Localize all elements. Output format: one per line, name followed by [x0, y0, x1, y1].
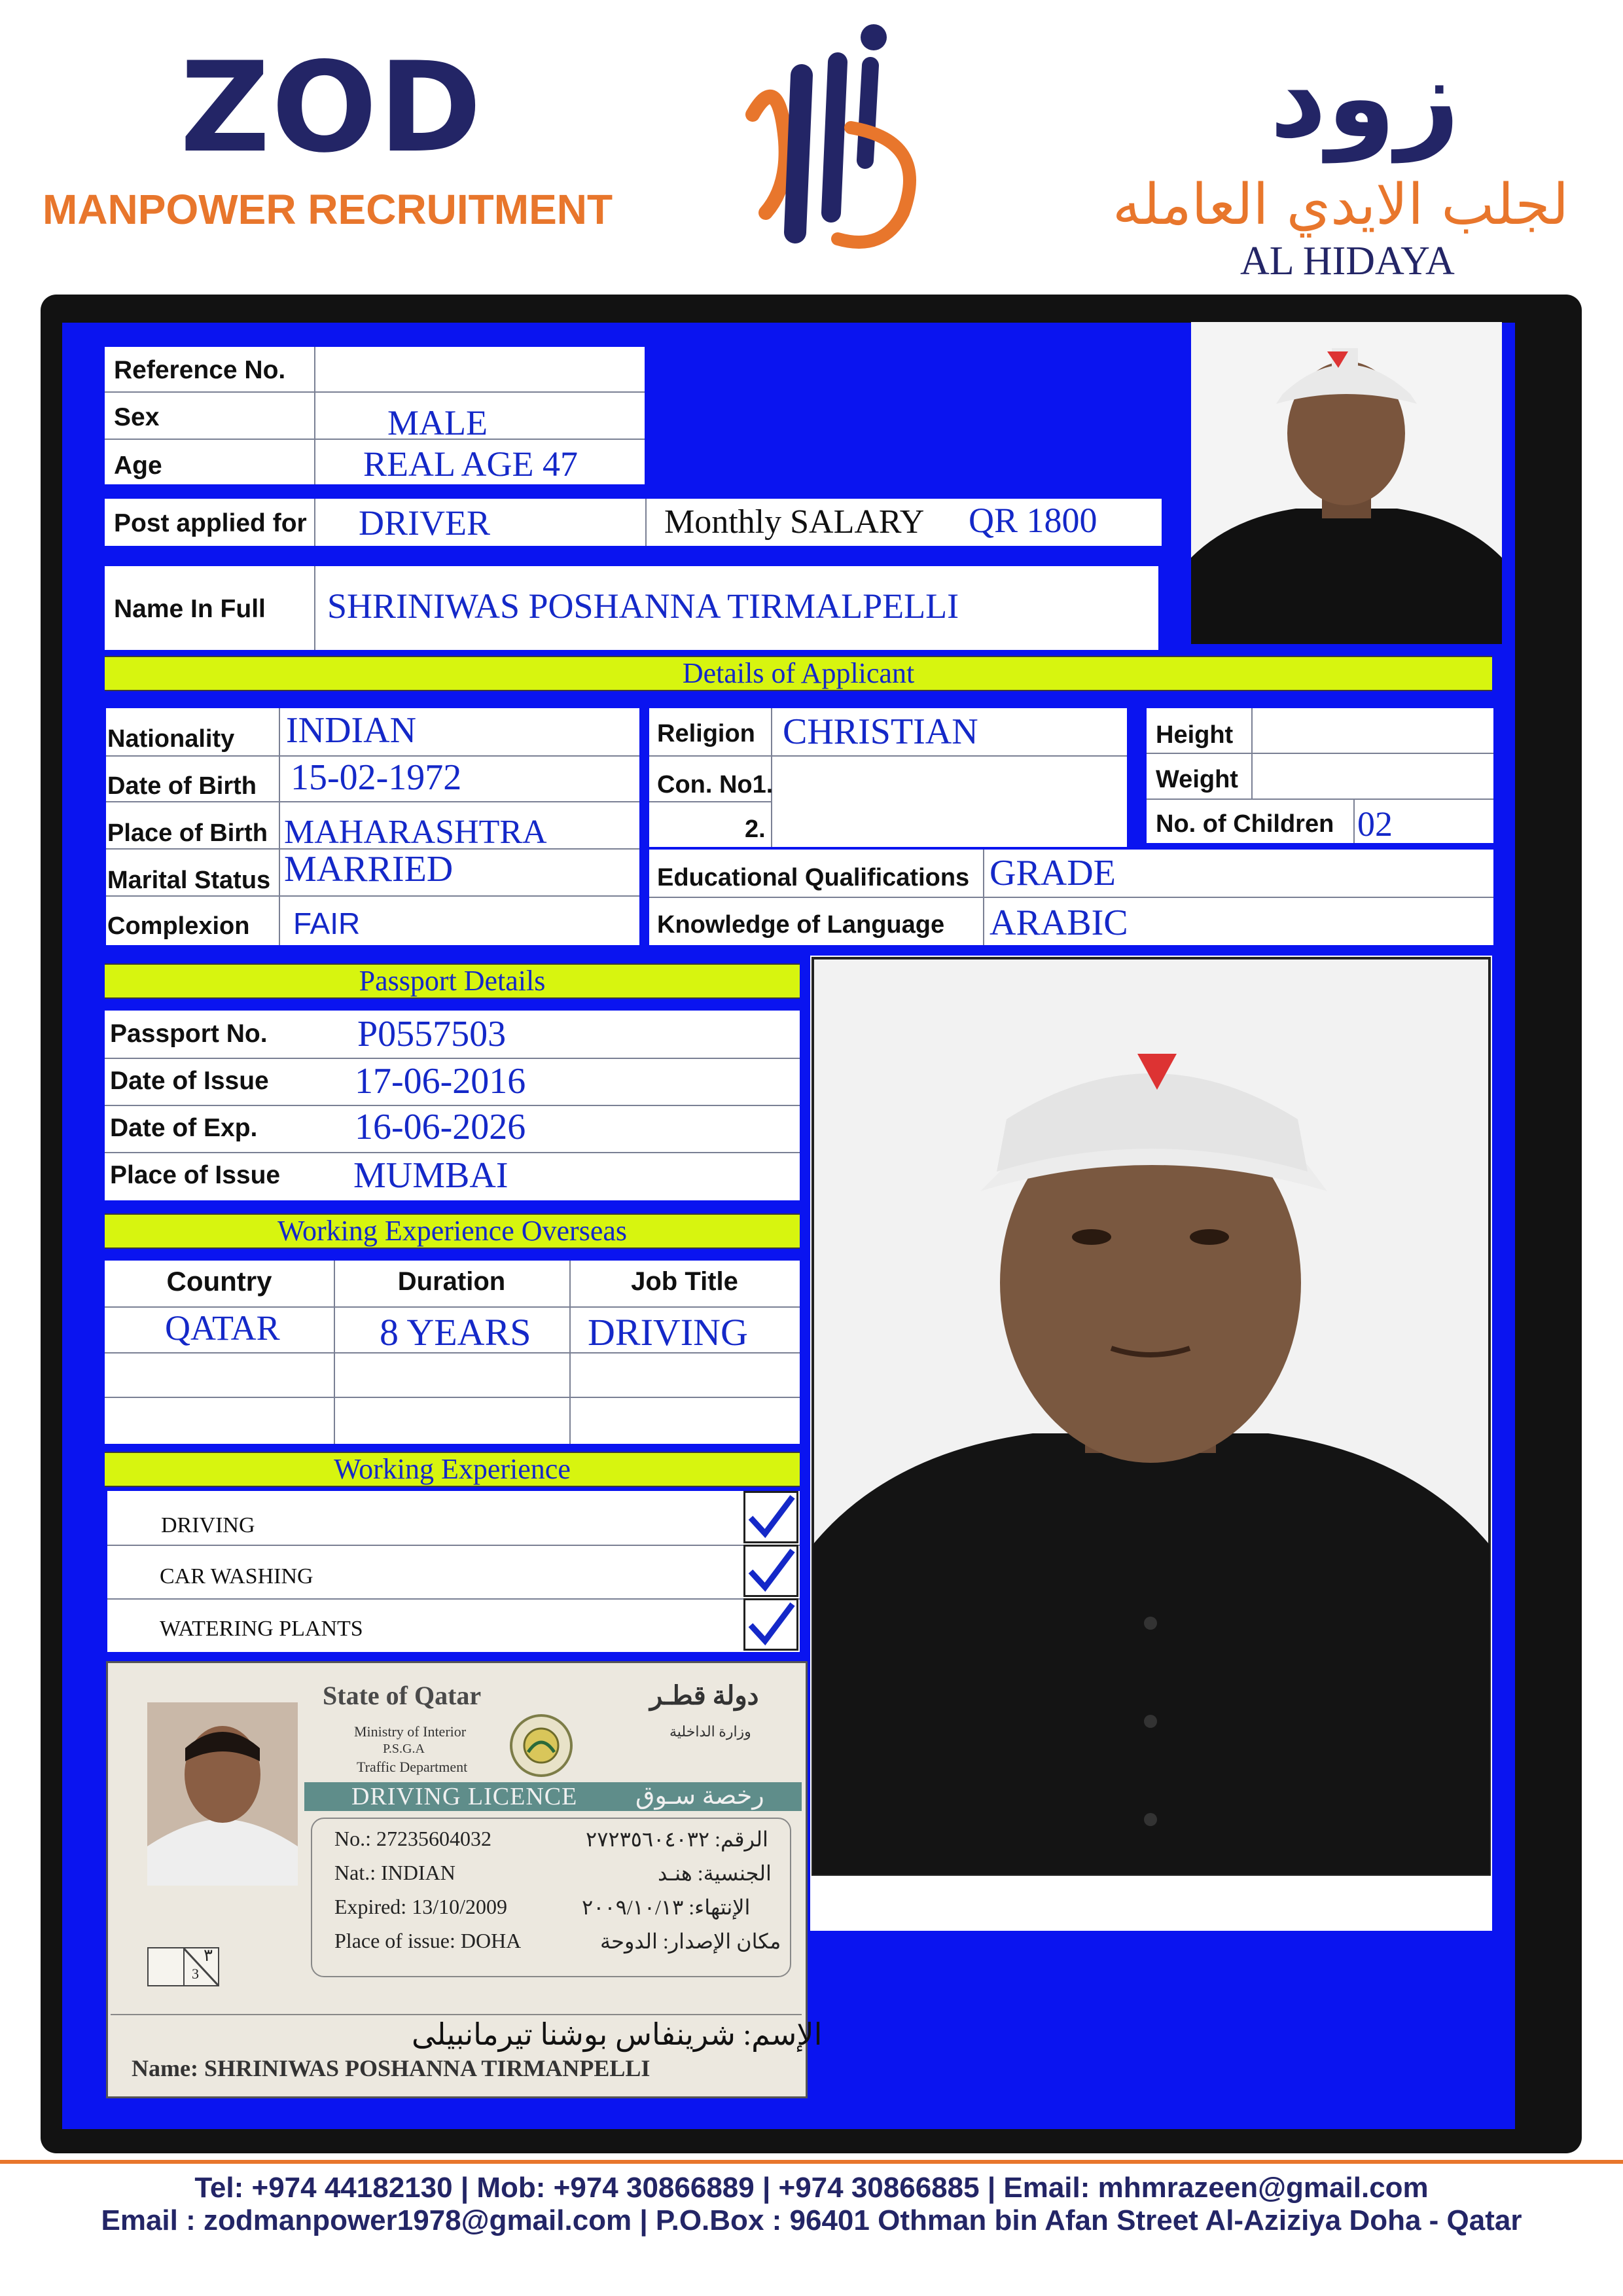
religion-label: Religion	[657, 720, 755, 747]
brand-arabic-subtitle: لجلب الايدي العامله	[1113, 172, 1569, 238]
licence-place-ar: مكان الإصدار: الدوحة	[600, 1929, 781, 1953]
complexion-value: FAIR	[293, 906, 361, 941]
experience-item-watering: WATERING PLANTS	[160, 1617, 363, 1641]
overseas-row-job: DRIVING	[588, 1311, 748, 1354]
age-value: REAL AGE 47	[363, 444, 578, 484]
licence-place: Place of issue: DOHA	[334, 1929, 522, 1952]
overseas-table	[105, 1261, 800, 1444]
check-icon	[745, 1600, 796, 1649]
licence-expired-ar: الإنتهاء: ٢٠٠٩/١٠/١٣	[582, 1895, 751, 1919]
education-label: Educational Qualifications	[657, 864, 970, 891]
experience-item-car-washing: CAR WASHING	[160, 1564, 313, 1588]
passport-no-label: Passport No.	[110, 1020, 268, 1048]
experience-list	[107, 1491, 800, 1652]
licence-psga: P.S.G.A	[383, 1742, 425, 1756]
marital-value: MARRIED	[284, 849, 454, 889]
checkbox-car-washing[interactable]	[743, 1545, 798, 1597]
licence-expired: Expired: 13/10/2009	[334, 1895, 507, 1918]
licence-divider	[111, 2014, 802, 2015]
qatar-emblem-icon	[508, 1713, 574, 1778]
overseas-row-duration: 8 YEARS	[380, 1311, 531, 1354]
religion-box	[649, 708, 1127, 847]
dob-value: 15-02-1972	[291, 757, 462, 798]
overseas-row-country: QATAR	[165, 1308, 280, 1348]
passport-no-value: P0557503	[357, 1014, 507, 1054]
passport-issue-label: Date of Issue	[110, 1067, 269, 1095]
licence-ministry: Ministry of Interior	[354, 1723, 467, 1740]
post-box	[105, 499, 1162, 546]
brand-emblem-icon	[740, 16, 936, 265]
nationality-value: INDIAN	[286, 710, 417, 751]
passport-exp-label: Date of Exp.	[110, 1114, 258, 1142]
licence-nationality: Nat.: INDIAN	[334, 1861, 455, 1884]
name-value: SHRINIWAS POSHANNA TIRMALPELLI	[327, 586, 959, 626]
licence-ministry-ar: وزارة الداخلية	[669, 1723, 751, 1740]
dob-label: Date of Birth	[107, 772, 257, 800]
contact1-label: Con. No1.	[657, 771, 774, 798]
sex-label: Sex	[114, 403, 160, 431]
reference-label: Reference No.	[114, 356, 286, 384]
check-icon	[745, 1493, 796, 1541]
reference-box	[105, 347, 645, 484]
licence-number-ar: الرقم: ٢٧٢٣٥٦٠٤٠٣٢	[586, 1827, 768, 1851]
applicant-photo-large	[810, 956, 1492, 1931]
complexion-label: Complexion	[107, 912, 250, 940]
passport-exp-value: 16-06-2026	[355, 1107, 526, 1147]
sex-value: MALE	[387, 403, 488, 442]
licence-state-ar: دولة قطـر	[650, 1681, 759, 1710]
experience-item-driving: DRIVING	[161, 1513, 255, 1537]
overseas-heading: Working Experience Overseas	[105, 1213, 800, 1249]
weight-label: Weight	[1156, 766, 1238, 793]
passport-place-label: Place of Issue	[110, 1161, 281, 1189]
applicant-photo-small	[1191, 322, 1502, 644]
licence-photo	[147, 1702, 298, 1886]
marital-label: Marital Status	[107, 867, 271, 894]
brand-subtitle: MANPOWER RECRUITMENT	[43, 186, 613, 233]
language-label: Knowledge of Language	[657, 911, 945, 939]
licence-name: Name: SHRINIWAS POSHANNA TIRMANPELLI	[132, 2055, 651, 2081]
licence-nationality-ar: الجنسية: هنـد	[658, 1861, 772, 1885]
height-label: Height	[1156, 721, 1234, 749]
religion-value: CHRISTIAN	[783, 711, 978, 752]
details-left-box	[106, 708, 639, 945]
salary-label: Monthly SALARY	[664, 503, 925, 541]
name-label: Name In Full	[114, 595, 266, 623]
pob-label: Place of Birth	[107, 819, 268, 847]
details-heading: Details of Applicant	[105, 656, 1492, 691]
passport-place-value: MUMBAI	[353, 1155, 508, 1196]
licence-class-box	[147, 1947, 219, 1986]
checkbox-driving[interactable]	[743, 1491, 798, 1543]
physical-box	[1147, 708, 1493, 843]
licence-class-mark: ٣	[204, 1946, 213, 1965]
licence-title-en: DRIVING LICENCE	[351, 1783, 578, 1810]
post-label: Post applied for	[114, 509, 307, 537]
language-value: ARABIC	[990, 903, 1128, 943]
nationality-label: Nationality	[107, 725, 235, 753]
education-box	[649, 850, 1493, 945]
contact2-label: 2.	[745, 816, 766, 843]
children-value: 02	[1357, 804, 1393, 844]
brand-logo-text: ZOD	[180, 35, 484, 180]
footer-divider	[0, 2160, 1623, 2164]
education-value: GRADE	[990, 853, 1116, 893]
footer-address-line: Email : zodmanpower1978@gmail.com | P.O.Box : 96401 Othman bin Afan Street Al-Aziziya Doha - Qatar	[101, 2204, 1522, 2236]
age-label: Age	[114, 452, 162, 480]
checkbox-watering[interactable]	[743, 1598, 798, 1651]
check-icon	[745, 1547, 796, 1595]
children-label: No. of Children	[1156, 810, 1334, 838]
passport-box	[105, 1011, 800, 1200]
pob-value: MAHARASHTRA	[284, 814, 547, 851]
brand-al-hidaya: AL HIDAYA	[1240, 239, 1455, 283]
passport-issue-value: 17-06-2016	[355, 1061, 526, 1102]
name-box	[105, 566, 1158, 650]
overseas-col-country: Country	[166, 1266, 272, 1297]
footer-contact-line: Tel: +974 44182130 | Mob: +974 30866889 | +974 30866885 | Email: mhmrazeen@gmail.com	[194, 2172, 1429, 2204]
post-value: DRIVER	[359, 503, 490, 543]
driving-licence-card	[106, 1661, 823, 2098]
licence-title-ar: رخصة سـوق	[635, 1782, 764, 1810]
brand-arabic-logo: زود	[1270, 33, 1460, 163]
overseas-col-job: Job Title	[631, 1267, 738, 1296]
licence-class-number: 3	[192, 1965, 199, 1982]
passport-heading: Passport Details	[105, 963, 800, 999]
overseas-col-duration: Duration	[397, 1267, 506, 1296]
licence-dept: Traffic Department	[357, 1759, 468, 1775]
licence-name-ar: الإسم: شرينفاس بوشنا تيرمانبيلى	[412, 2018, 823, 2051]
licence-number: No.: 27235604032	[334, 1827, 491, 1850]
licence-state-en: State of Qatar	[323, 1681, 482, 1710]
salary-value: QR 1800	[969, 501, 1097, 540]
experience-heading: Working Experience	[105, 1452, 800, 1487]
